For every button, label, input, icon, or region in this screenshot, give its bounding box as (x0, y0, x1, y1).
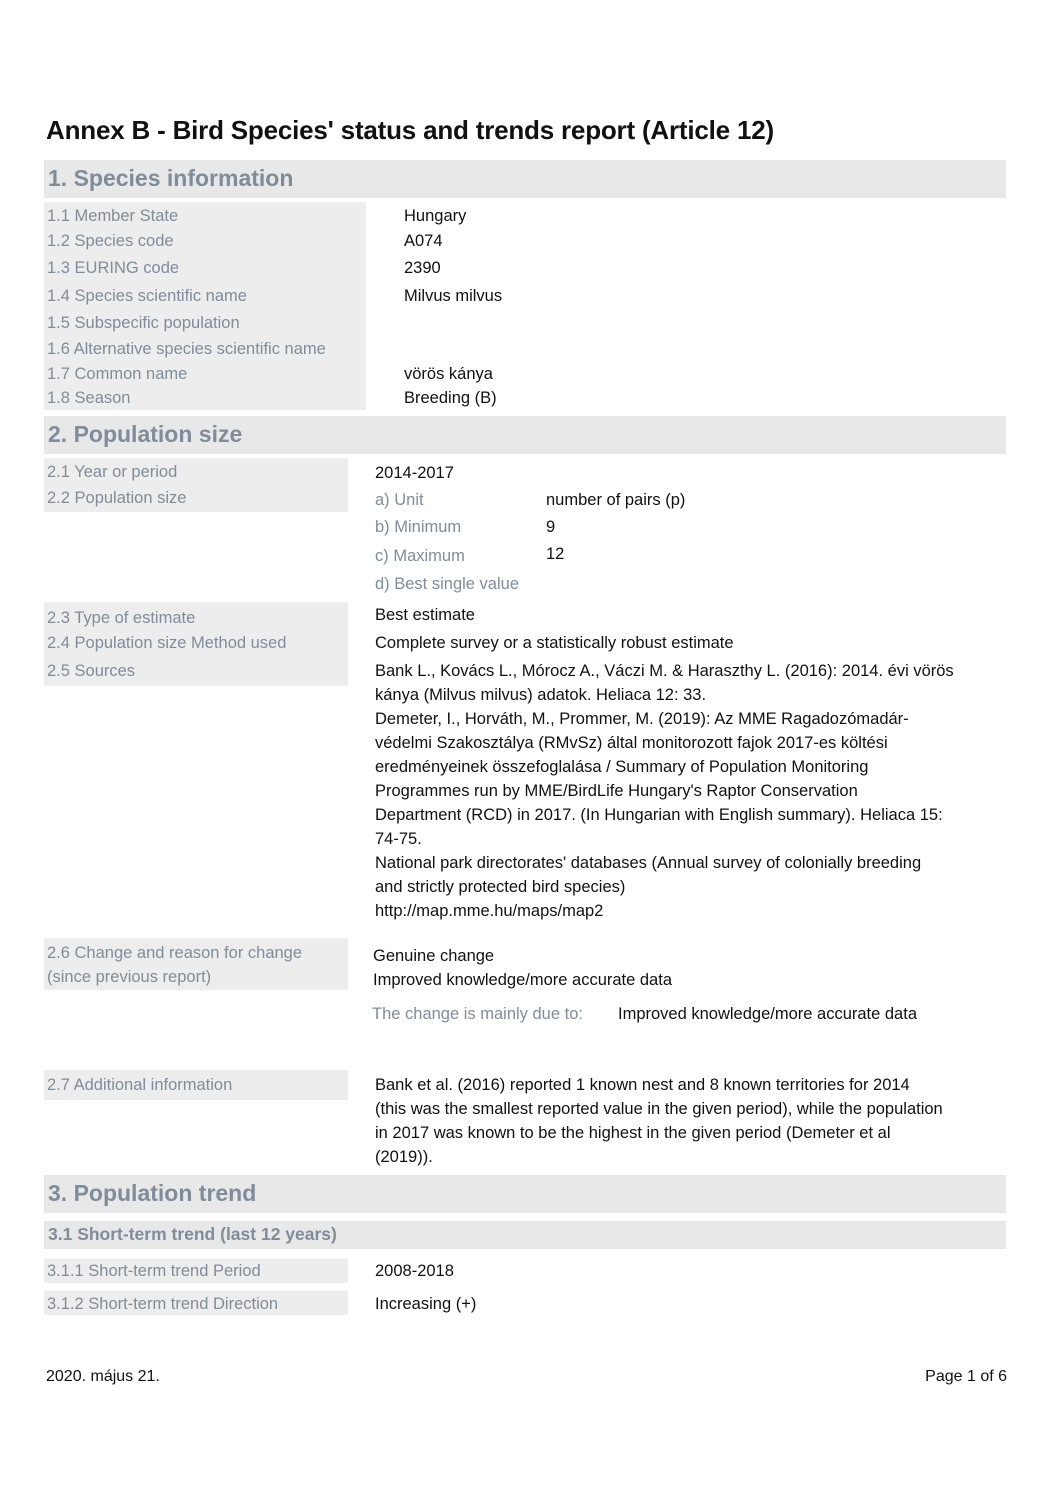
footer-page-number: Page 1 of 6 (925, 1368, 1007, 1385)
section-heading: 3. Population trend (48, 1180, 257, 1206)
sources-line: Bank L., Kovács L., Mórocz A., Váczi M. & Haraszthy L. (2016): 2014. évi vörös (375, 662, 954, 680)
section-species-information (44, 160, 1006, 198)
sources-label: 2.5 Sources (47, 662, 136, 680)
maximum-label: c) Maximum (375, 547, 465, 565)
additional-info-line: (this was the smallest reported value in the given period), while the population (375, 1100, 943, 1118)
sources-line: Department (RCD) in 2017. (In Hungarian with English summary). Heliaca 15: (375, 806, 943, 824)
trend-direction-value: Increasing (+) (375, 1295, 477, 1313)
scientific-name-value: Milvus milvus (404, 287, 503, 305)
footer-date: 2020. május 21. (46, 1368, 160, 1385)
method-used-label: 2.4 Population size Method used (47, 634, 287, 652)
additional-info-text (375, 1073, 943, 1169)
section-heading: 2. Population size (48, 421, 243, 447)
year-period-value: 2014-2017 (375, 464, 454, 482)
common-name-label: 1.7 Common name (47, 365, 188, 383)
member-state-label: 1.1 Member State (47, 207, 179, 225)
euring-code-value: 2390 (404, 259, 441, 277)
page-title: Annex B - Bird Species' status and trends report (Article 12) (46, 115, 774, 145)
sources-line: eredményeinek összefoglalása / Summary of Population Monitoring (375, 758, 869, 776)
subspecific-population-label: 1.5 Subspecific population (47, 314, 240, 332)
subsection-heading: 3.1 Short-term trend (last 12 years) (48, 1224, 337, 1244)
species-code-value: A074 (404, 232, 443, 250)
trend-period-value: 2008-2018 (375, 1262, 454, 1280)
year-period-label: 2.1 Year or period (47, 463, 178, 481)
change-label-line-2: (since previous report) (47, 968, 212, 986)
subsection-short-term-trend (44, 1221, 1006, 1249)
sources-line: védelmi Szakosztálya (RMvSz) által monitorozott fajok 2017-es költési (375, 734, 888, 752)
best-single-value-label: d) Best single value (375, 575, 519, 593)
sources-line: kánya (Milvus milvus) adatok. Heliaca 12: 33. (375, 686, 707, 704)
minimum-label: b) Minimum (375, 518, 462, 536)
trend-direction-label: 3.1.2 Short-term trend Direction (47, 1295, 279, 1313)
alternative-name-label: 1.6 Alternative species scientific name (47, 340, 326, 358)
common-name-value: vörös kánya (404, 365, 493, 383)
change-mainly-due-value: Improved knowledge/more accurate data (618, 1005, 917, 1023)
type-of-estimate-label: 2.3 Type of estimate (47, 609, 196, 627)
change-label-line-1: 2.6 Change and reason for change (47, 944, 303, 962)
trend-period-label: 3.1.1 Short-term trend Period (47, 1262, 261, 1280)
population-size-label: 2.2 Population size (47, 489, 187, 507)
sources-line: Programmes run by MME/BirdLife Hungary's Raptor Conservation (375, 782, 858, 800)
section-heading: 1. Species information (48, 165, 294, 191)
additional-info-label: 2.7 Additional information (47, 1076, 233, 1094)
sources-text (375, 659, 954, 923)
change-value-2: Improved knowledge/more accurate data (373, 971, 672, 989)
unit-value: number of pairs (p) (546, 491, 686, 509)
change-mainly-due-label: The change is mainly due to: (372, 1005, 583, 1023)
sources-line: and strictly protected bird species) (375, 878, 626, 896)
additional-info-line: in 2017 was known to be the highest in the given period (Demeter et al (375, 1124, 891, 1142)
maximum-value: 12 (546, 545, 565, 563)
minimum-value: 9 (546, 518, 556, 536)
additional-info-line: (2019)). (375, 1148, 433, 1166)
change-value-1: Genuine change (373, 947, 495, 965)
sources-line: National park directorates' databases (Annual survey of colonially breeding (375, 854, 922, 872)
season-value: Breeding (B) (404, 389, 497, 407)
section-population-trend (44, 1175, 1006, 1213)
sources-link[interactable]: http://map.mme.hu/maps/map2 (375, 902, 604, 920)
type-of-estimate-value: Best estimate (375, 606, 475, 624)
season-label: 1.8 Season (47, 389, 131, 407)
method-used-value: Complete survey or a statistically robust estimate (375, 634, 734, 652)
section-population-size (44, 416, 1006, 454)
scientific-name-label: 1.4 Species scientific name (47, 287, 247, 305)
member-state-value: Hungary (404, 207, 467, 225)
sources-line: 74-75. (375, 830, 422, 848)
species-code-label: 1.2 Species code (47, 232, 174, 250)
sources-line: Demeter, I., Horváth, M., Prommer, M. (2019): Az MME Ragadozómadár- (375, 710, 909, 728)
euring-code-label: 1.3 EURING code (47, 259, 180, 277)
additional-info-line: Bank et al. (2016) reported 1 known nest and 8 known territories for 2014 (375, 1076, 910, 1094)
unit-label: a) Unit (375, 491, 424, 509)
